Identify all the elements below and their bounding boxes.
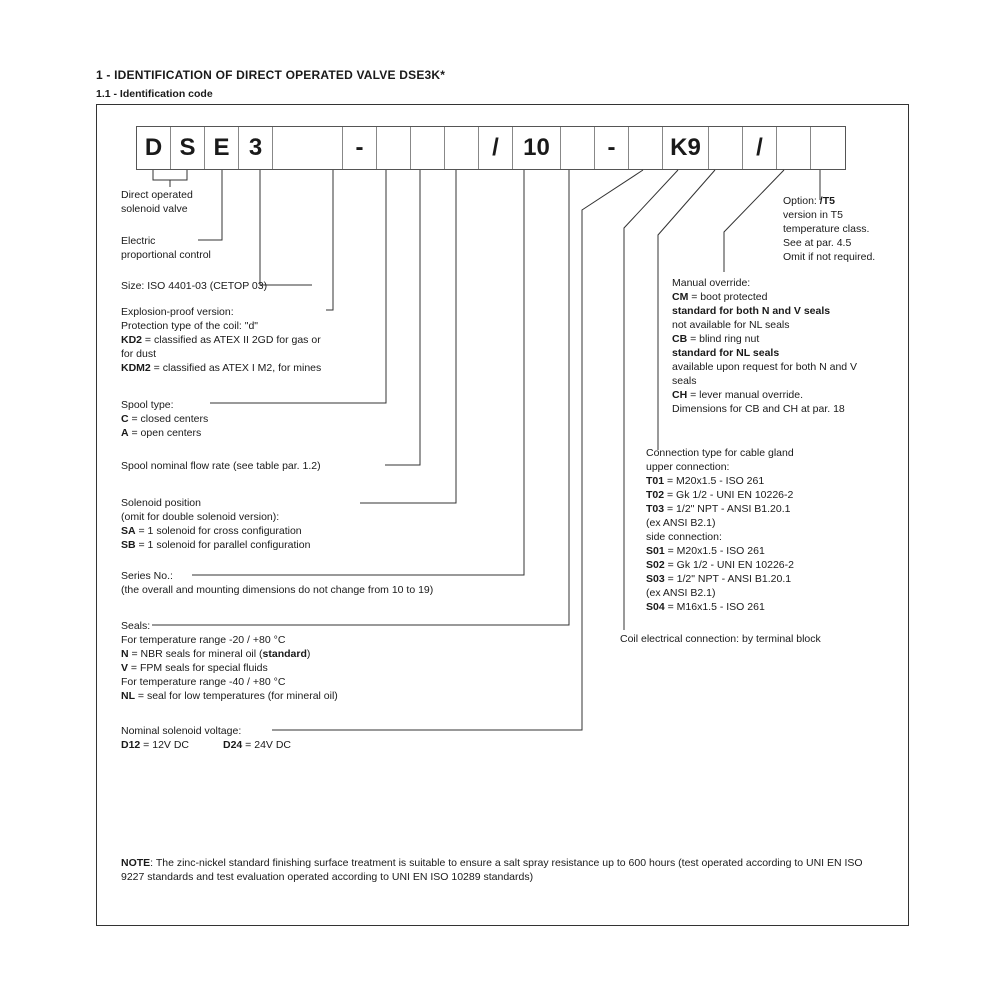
desc-seals: Seals: For temperature range -20 / +80 °C N = NBR seals for mineral oil (standard) V = FPM seals for special fluids For temperature range -40 / +80 °C NL = seal for low temperatures (for mineral oil)	[121, 620, 338, 702]
desc-solenoid-position: Solenoid position (omit for double solenoid version): SA = 1 solenoid for cross configuration SB = 1 solenoid for parallel configuration	[121, 497, 311, 551]
code-cell: /	[479, 127, 513, 169]
desc-explosion-proof: Explosion-proof version: Protection type of the coil: "d" KD2 = classified as ATEX II 2GD for gas or for dust KDM2 = classified as ATEX I M2, for mines	[121, 306, 322, 374]
leader-line	[326, 170, 333, 310]
code-cell: E	[205, 127, 239, 169]
code-cell: S	[171, 127, 205, 169]
desc-coil-connection: Coil electrical connection: by terminal block	[620, 633, 821, 645]
section-subheading: 1.1 - Identification code	[96, 88, 213, 100]
note-paragraph: NOTE: The zinc-nickel standard finishing surface treatment is suitable to ensure a salt spray resistance up to 600 hours (test operated according to UNI EN ISO 9227 standards and test evaluation operated according to UNI EN ISO 10289 standards)	[121, 857, 863, 883]
code-cell: 3	[239, 127, 273, 169]
code-cell: K9	[663, 127, 709, 169]
desc-series: Series No.: (the overall and mounting dimensions do not change from 10 to 19)	[121, 570, 434, 596]
desc-spool-flow: Spool nominal flow rate (see table par. 1.2)	[121, 460, 321, 472]
desc-option: Option: /T5 version in T5 temperature class. See at par. 4.5 Omit if not required.	[783, 195, 876, 263]
leader-line	[260, 170, 312, 285]
leader-line	[385, 170, 420, 465]
code-cell: -	[343, 127, 377, 169]
desc-electric: Electric proportional control	[121, 235, 211, 261]
desc-solenoid-valve: Direct operated solenoid valve	[121, 189, 193, 215]
desc-spool-type: Spool type: C = closed centers A = open centers	[121, 399, 209, 439]
code-cell: /	[743, 127, 777, 169]
code-cell: 10	[513, 127, 561, 169]
desc-connection-type: Connection type for cable gland upper connection: T01 = M20x1.5 - ISO 261 T02 = Gk 1/2 - UNI EN 10226-2 T03 = 1/2" NPT - ANSI B1.20.1 (ex ANSI B2.1) side connection: S01 = M20x1.5 - ISO 261 S02 = Gk 1/2 - UNI EN 10226-2 S03 = 1/2" NPT - ANSI B1.20.1 (ex ANSI B2.1) S04 = M16x1.5 - ISO 261	[646, 447, 794, 613]
leader-line	[360, 170, 456, 503]
leader-line	[153, 170, 187, 180]
leader-line	[724, 170, 784, 272]
leader-line	[152, 170, 569, 625]
leader-line	[198, 170, 222, 240]
code-cell: D	[137, 127, 171, 169]
desc-manual-override: Manual override: CM = boot protected standard for both N and V seals not available for NL seals CB = blind ring nut standard for NL seals available upon request for both N and V seals CH = lever manual override. Dimensions for CB and CH at par. 18	[672, 277, 858, 415]
page-heading: 1 - IDENTIFICATION OF DIRECT OPERATED VALVE DSE3K*	[96, 68, 446, 82]
desc-size: Size: ISO 4401-03 (CETOP 03)	[121, 280, 268, 292]
code-cell: -	[595, 127, 629, 169]
desc-voltage: Nominal solenoid voltage: D12 = 12V DC D24 = 24V DC	[121, 725, 291, 751]
